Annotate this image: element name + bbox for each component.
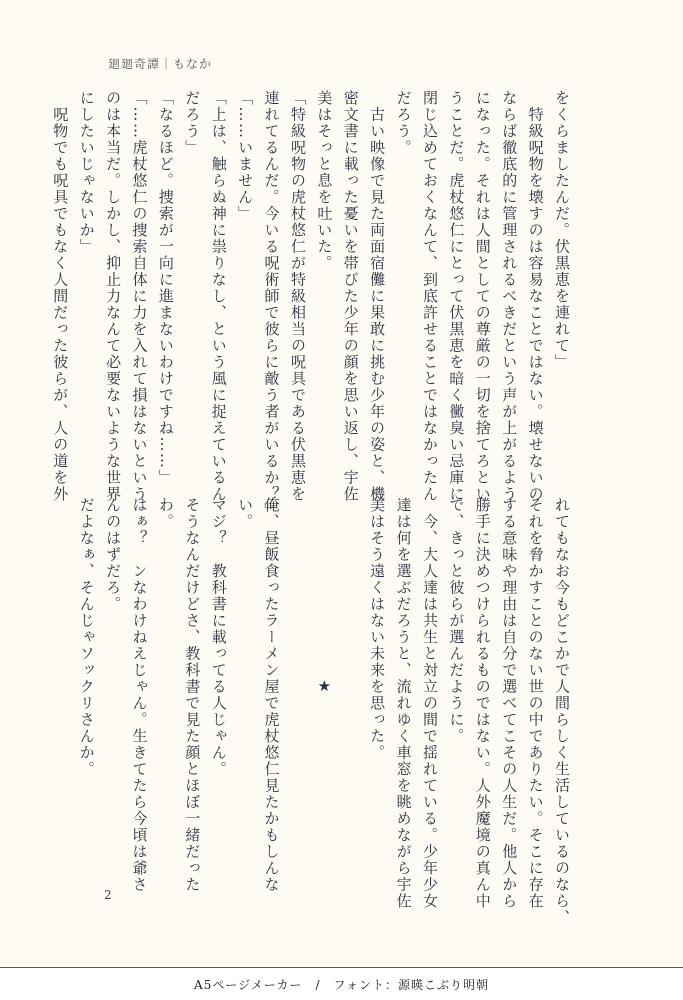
lower-text-line: だよなぁ、そんじゃソックリさんか。 [77, 497, 96, 778]
upper-text-line: だろう」 [183, 90, 202, 156]
upper-text-line: にしたいじゃないか」 [77, 90, 96, 255]
upper-text-line: うことだ。虎杖悠仁にとって伏黒恵を暗く黴臭い忌庫に [447, 90, 466, 503]
upper-text-line: をくらましたんだ。伏黒恵を連れて」 [553, 90, 571, 371]
upper-text-line: 特級呪物を壊すのは容易なことではない。壊せないの [526, 90, 545, 503]
lower-text-line: 俺、昼飯食ったラーメン屋で虎杖悠仁見たかもしんな [262, 497, 281, 893]
running-header: 廻廻奇譚｜もなか [108, 57, 213, 71]
upper-text-line: 「上は、触らぬ神に祟りなし、という風に捉えているん [209, 90, 228, 503]
lower-text-line: マジ？ 教科書に載ってる人じゃん。 [209, 497, 228, 778]
upper-text-line: 「特級呪物の虎杖悠仁が特級相当の呪具である伏黒恵を [288, 90, 307, 503]
lower-text-line: れてもなお今もどこかで人間らしく生活しているのなら、 [553, 497, 571, 926]
upper-text-line: 「なるほど。捜索が一向に進まないわけですね……」 [156, 90, 175, 486]
lower-text-block [73, 497, 575, 926]
lower-text-line: で、きっと彼らが選んだように。 [447, 497, 466, 745]
upper-text-line: 呪物でも呪具でもなく人間だった彼らが、人の道を外 [51, 90, 70, 503]
lower-text-line: そうなんだけどさ、教科書で見た顔とほぼ一緒だった [183, 497, 202, 893]
section-break-star: ★ [315, 677, 334, 697]
lower-text-line: 達は何を選ぶだろうと、流れゆく車窓を眺めながら宇佐 [394, 497, 413, 910]
lower-text-line: はぁ？ ンなわけねえじゃん。生きてたら今頃は爺さ [130, 497, 149, 893]
lower-text-line: 勝手に決めつけられるものではない。人外魔境の真ん中 [473, 497, 492, 910]
upper-text-line: 美はそっと息を吐いた。 [315, 90, 334, 272]
lower-text-line: んのはずだろ。 [104, 497, 123, 613]
upper-text-line: 連れてるんだ。今いる呪術師で彼らに敵う者がいるか？」 [262, 90, 281, 519]
upper-text-line: のは本当だ。しかし、抑止力なんて必要ないような世界 [104, 90, 123, 503]
lower-text-line: それを脅かすことのない世の中でありたい。そこに存在 [526, 497, 545, 910]
lower-text-line [285, 497, 311, 877]
upper-text-line: 古い映像で見た両面宿儺に果敢に挑む少年の姿と、機 [368, 90, 387, 503]
upper-text-line: 「……いません」 [236, 90, 255, 222]
upper-text-line: 「……虎杖悠仁の捜索自体に力を入れて損はないという [130, 90, 149, 503]
upper-text-line: 閉じ込めておくなんて、到底許せることではなかったん [420, 90, 439, 503]
page-number: 2 [104, 888, 112, 902]
footer-credit: A5ページメーカー / フォント：源暎こぶり明朝 [194, 977, 489, 992]
upper-text-line: 密文書に載った憂いを帯びた少年の顔を思い返し、宇佐 [341, 90, 360, 503]
upper-text-block [47, 90, 575, 519]
upper-text-line: ならば徹底的に管理されるべきだという声が上がるよう [500, 90, 519, 503]
lower-text-line: 美はそう遠くはない未来を思った。 [368, 497, 387, 761]
lower-text-line: い。 [236, 497, 255, 530]
upper-text-line: になった。それは人間としての尊厳の一切を捨てろとい [473, 90, 492, 503]
lower-text-line: わ。 [156, 497, 175, 530]
lower-text-line: 今、大人達は共生と対立の間で揺れている。少年少女 [420, 497, 439, 910]
upper-text-line: だろう。 [394, 90, 413, 156]
lower-text-line [337, 497, 363, 877]
lower-text-line: する意味や理由は自分で選べてこその人生だ。他人から [500, 497, 519, 910]
